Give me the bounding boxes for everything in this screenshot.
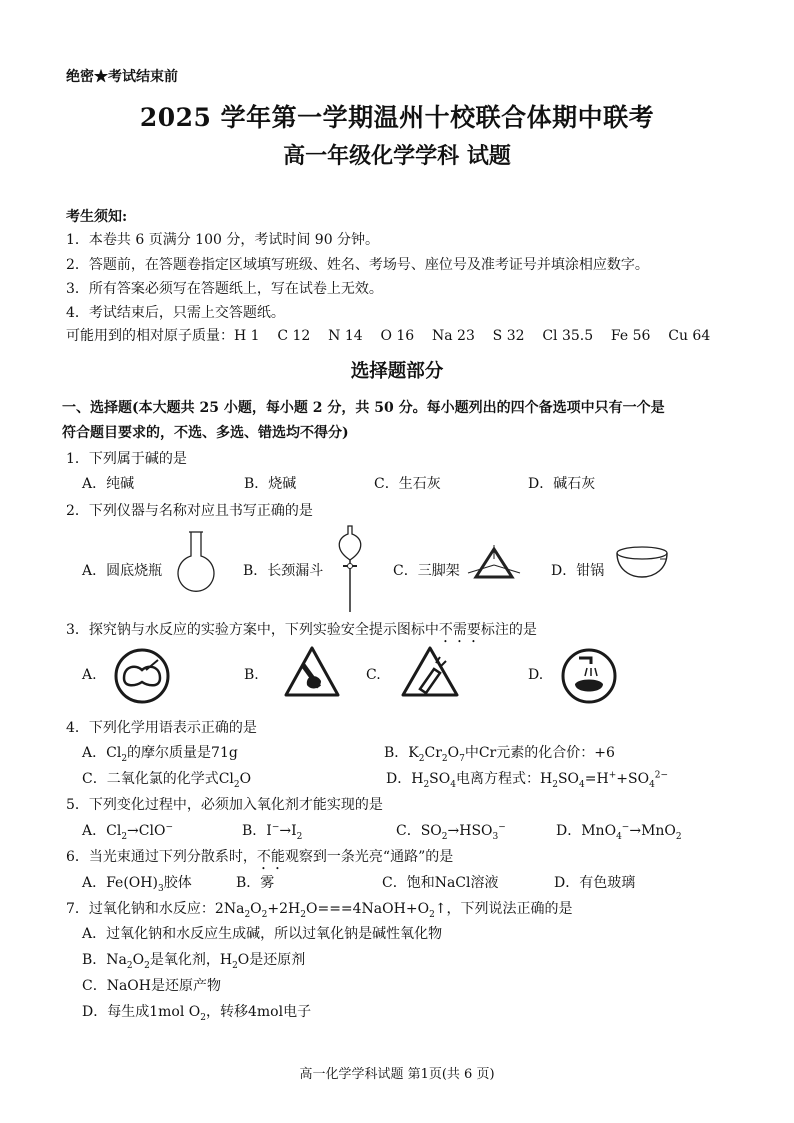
section-title: 选择题部分 — [350, 361, 444, 382]
q6-option-c: C．饱和NaCl溶液 — [382, 875, 499, 891]
q1-option-b: B．烧碱 — [244, 476, 297, 492]
notice-heading: 考生须知: — [66, 209, 128, 225]
triangle-clay-support-icon — [464, 545, 524, 585]
q7-option-c: C．NaOH是还原产物 — [82, 978, 221, 994]
section-instruction-1: 一、选择题(本大题共 25 小题，每小题 2 分，共 50 分。每小题列出的四个备选项中只有一个是 — [62, 400, 665, 416]
notice-item-1: 1．本卷共 6 页满分 100 分，考试时间 90 分钟。 — [66, 232, 380, 248]
q1-option-c: C．生石灰 — [374, 476, 441, 492]
notice-item-2: 2．答题前，在答题卷指定区域填写班级、姓名、考场号、座位号及准考证号并填涂相应数字。 — [66, 257, 649, 273]
q3-option-d: D. — [528, 667, 544, 683]
page-footer: 高一化学学科试题 第1页(共 6 页) — [299, 1067, 495, 1082]
goggles-safety-icon — [114, 648, 170, 704]
q2-option-a: A．圆底烧瓶 — [82, 563, 163, 579]
section-instruction-2: 符合题目要求的，不选、多选、错选均不得分) — [62, 425, 349, 441]
q3-option-b: B. — [244, 667, 259, 683]
evaporating-dish-icon — [614, 545, 670, 585]
q7-option-d: D．每生成1mol $O_2$，转移4mol电子 — [82, 1004, 312, 1023]
q5-option-d: D．MnO$_4$−→MnO$_2$ — [556, 822, 682, 842]
q5-option-c: C．$SO_2\to HSO_3^-$ — [396, 822, 506, 842]
q3-option-a: A. — [82, 667, 97, 683]
hot-surface-safety-icon — [400, 645, 460, 699]
q5-stem: 5．下列变化过程中，必须加入氧化剂才能实现的是 — [66, 797, 383, 813]
exam-title: 2025 学年第一学期温州十校联合体期中联考 — [139, 103, 655, 132]
sharp-object-safety-icon — [283, 645, 341, 699]
q3-option-c: C. — [366, 667, 381, 683]
separatory-funnel-icon — [333, 522, 367, 614]
q6-stem: 6．当光束通过下列分散系时，不能观察到一条光亮“通路”的是 — [66, 849, 454, 865]
confidential-label: 绝密★考试结束前 — [66, 69, 178, 85]
q2-stem: 2．下列仪器与名称对应且书写正确的是 — [66, 503, 313, 519]
q5-option-a: A．$Cl_2\to ClO^-$ — [82, 822, 173, 842]
q5-option-b: B．$I^-\to I_2$ — [242, 822, 303, 842]
q7-stem: 7．过氧化钠和水反应：$2Na_2O_2+2H_2O===4NaOH+O_2↑$，下列说法正确的是 — [66, 901, 573, 920]
exam-subtitle: 高一年级化学学科 试题 — [283, 143, 511, 169]
notice-item-3: 3．所有答案必须写在答题纸上，写在试卷上无效。 — [66, 281, 383, 297]
notice-item-4: 4．考试结束后，只需上交答题纸。 — [66, 305, 285, 321]
q1-stem: 1．下列属于碱的是 — [66, 451, 187, 467]
wash-hands-safety-icon — [561, 648, 617, 704]
q4-stem: 4．下列化学用语表示正确的是 — [66, 720, 257, 736]
q6-option-b: B．雾 — [236, 875, 275, 891]
q1-option-d: D．碱石灰 — [528, 476, 596, 492]
q6-option-d: D．有色玻璃 — [554, 875, 636, 891]
q7-option-b: B．$Na_2O_2$是氧化剂，$H_2O$是还原剂 — [82, 952, 306, 971]
q1-option-a: A．纯碱 — [82, 476, 135, 492]
q4-option-a: A．$Cl_2$的摩尔质量是71g — [82, 745, 238, 764]
q4-option-b: B．$K_2Cr_2O_7$中Cr元素的化合价：+6 — [384, 745, 615, 764]
q2-option-d: D．钳锅 — [551, 563, 605, 579]
q3-stem: 3．探究钠与水反应的实验方案中，下列实验安全提示图标中不需要标注的是 — [66, 622, 537, 638]
q2-option-b: B．长颈漏斗 — [243, 563, 324, 579]
q2-option-c: C．三脚架 — [393, 563, 460, 579]
round-bottom-flask-icon — [176, 530, 216, 596]
q4-option-d: D．$H_2SO_4$电离方程式：$H_2SO_4=H^++SO_4^{2-}$ — [386, 770, 669, 790]
atomic-masses: 可能用到的相对原子质量：H 1 C 12 N 14 O 16 Na 23 S 32 Cl 35.5 Fe 56 Cu 64 — [66, 328, 711, 344]
q7-option-a: A．过氧化钠和水反应生成碱，所以过氧化钠是碱性氧化物 — [82, 926, 443, 942]
q4-option-c: C．二氧化氯的化学式$Cl_2O$ — [82, 771, 252, 790]
q6-option-a: A．$Fe(OH)_3$胶体 — [82, 875, 192, 894]
